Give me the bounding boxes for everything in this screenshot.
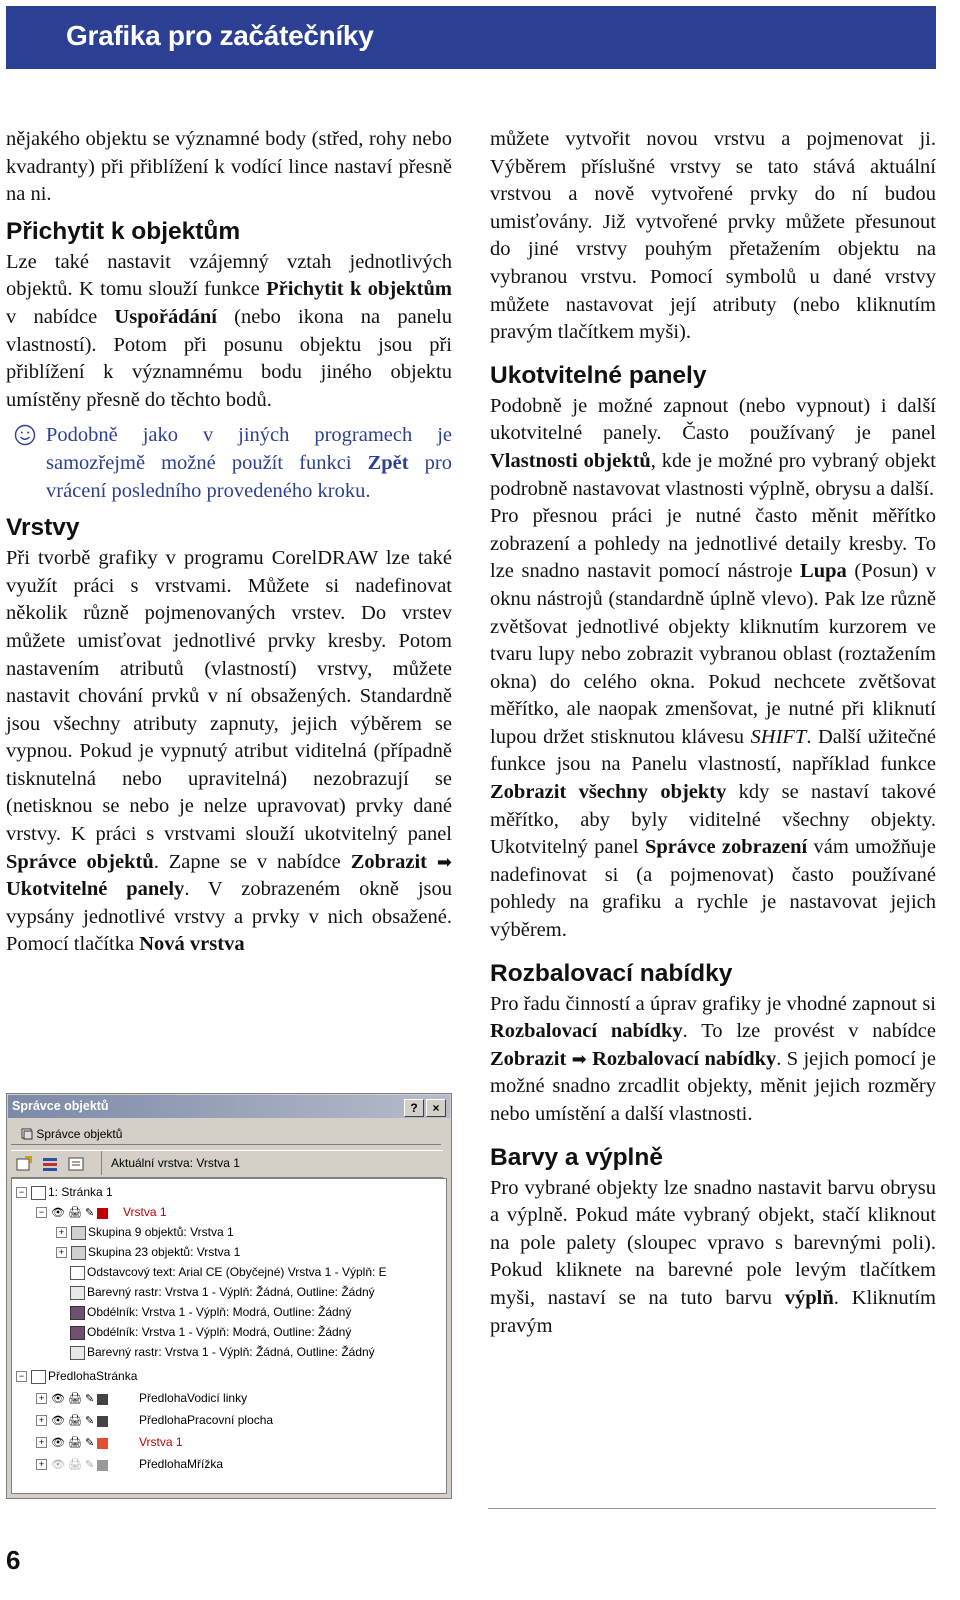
- header-title: Grafika pro začátečníky: [66, 20, 374, 51]
- tree-item[interactable]: Obdélník: Vrstva 1 - Výplň: Modrá, Outline: Žádný: [70, 1303, 351, 1321]
- paragraph: Pro vybrané objekty lze snadno nastavit barvu obrysu a výplně. Pokud máte vybraný objekt, stačí kliknout na pole palety (sloupec vpravo s barevnými poli). Pokud kliknete na barevné pole levým tlačítkem myši, nastaví se na tuto barvu výplň. Kliknutím pravým: [490, 1176, 936, 1337]
- object-tree[interactable]: [11, 1178, 447, 1494]
- tree-master-layer[interactable]: + 👁 🖨 ✎ PředlohaPracovní plocha: [36, 1411, 273, 1429]
- running-header: [6, 6, 936, 69]
- layer-list-icon[interactable]: [41, 1155, 59, 1173]
- tree-item[interactable]: + Skupina 23 objektů: Vrstva 1: [56, 1243, 240, 1261]
- paragraph: Pro řadu činností a úprav grafiky je vhodné zapnout si Rozbalovací nabídky. To lze provést v nabídce Zobrazit ➡ Rozbalovací nabídky. S jejich pomocí je možné snadno zrcadlit objekty, měnit jejich rozměry nebo umístění a další vlastnosti.: [490, 992, 936, 1125]
- current-layer-label: Aktuální vrstva: Vrstva 1: [111, 1156, 240, 1170]
- tree-item[interactable]: Barevný rastr: Vrstva 1 - Výplň: Žádná, Outline: Žádný: [70, 1343, 375, 1361]
- paragraph: můžete vytvořit novou vrstvu a pojmenovat ji. Výběrem příslušné vrstvy se tato stává aktuální vrstvou a nově vytvořené prvky do ní budou umisťovány. Již vytvořené prvky můžete přesunout do jiné vrstvy pouhým přetažením objektu na vybranou vrstvu. Pomocí symbolů u dané vrstvy můžete nastavovat její atributy (nebo kliknutím pravým tlačítkem myši).: [490, 128, 936, 344]
- close-button[interactable]: ×: [426, 1099, 446, 1117]
- page-number: 6: [6, 1545, 21, 1575]
- paragraph: nějakého objektu se významné body (střed, rohy nebo kvadranty) při přiblížení k vodící lince nastaví přesně na ni.: [6, 128, 452, 206]
- tree-master-layer[interactable]: + 👁 🖨 ✎ PředlohaMřížka: [36, 1455, 223, 1473]
- smiley-icon: [14, 424, 36, 446]
- panel-tab-row: [11, 1124, 441, 1145]
- arrow-right-icon: ➡: [436, 851, 452, 873]
- section-heading-layers: Vrstvy: [6, 514, 80, 542]
- panel-title: Správce objektů: [12, 1099, 109, 1113]
- left-column: [6, 126, 452, 959]
- section-heading-rollups: Rozbalovací nabídky: [490, 959, 733, 987]
- panel-titlebar: [8, 1095, 450, 1118]
- tree-master-layer[interactable]: + 👁 🖨 ✎ Vrstva 1: [36, 1433, 183, 1451]
- paragraph: Pro přesnou práci je nutné často měnit měřítko zobrazení a pohledy na jednotlivé detaily kresby. To lze snadno nastavit pomocí nástroje Lupa (Posun) v oknu nástrojů (standardně úplně vlevo). Pak lze různě zvětšovat jednotlivé objekty kliknutím kurzorem ve tvaru lupy nebo zobrazit vybranou oblast (roztažením okna) do celého okna. Pokud nechcete zvětšovat měřítko, ale naopak zmenšovat, je nutné při kliknutí lupou držet stisknutou klávesu SHIFT. Další užitečné funkce jsou na Panelu vlastností, například funkce Zobrazit všechny objekty kdy se nastaví takové měřítko, aby byly viditelné všechny objekty. Ukotvitelný panel Správce zobrazení vám umožňuje nadefinovat si (a pojmenovat) často používané pohledy na grafiku a rychle je nastavovat jejich výběrem.: [490, 505, 936, 942]
- tree-layer-1[interactable]: − 👁 🖨 ✎ Vrstva 1: [36, 1203, 167, 1221]
- tree-master-layer[interactable]: + 👁 🖨 ✎ PředlohaVodicí linky: [36, 1389, 247, 1407]
- right-column: [490, 126, 936, 1340]
- section-heading-snap: Přichytit k objektům: [6, 217, 241, 245]
- arrow-right-icon: ➡: [571, 1048, 587, 1070]
- new-layer-icon[interactable]: [15, 1155, 33, 1173]
- object-manager-screenshot: [6, 1093, 452, 1499]
- tree-master-page[interactable]: − PředlohaStránka: [16, 1367, 137, 1385]
- section-heading-docking: Ukotvitelné panely: [490, 361, 707, 389]
- help-button[interactable]: ?: [404, 1099, 424, 1117]
- tree-item[interactable]: Odstavcový text: Arial CE (Obyčejné) Vrstva 1 - Výplň: E: [70, 1263, 387, 1281]
- layer-icons: 👁 🖨 ✎: [51, 1204, 123, 1222]
- tree-item[interactable]: Barevný rastr: Vrstva 1 - Výplň: Žádná, Outline: Žádný: [70, 1283, 375, 1301]
- paragraph: Lze také nastavit vzájemný vztah jednotlivých objektů. K tomu slouží funkce Přichytit k objektům v nabídce Uspořádání (nebo ikona na panelu vlastností). Potom při posunu objektu jsou při přiblížení k významnému bodu jiného objektu umístěny přesně do těchto bodů.: [6, 250, 452, 411]
- paragraph: Při tvorbě grafiky v programu CorelDRAW lze také využít práci s vrstvami. Můžete si nadefinovat několik různě pojmenovaných vrstev. Do vrstev můžete umisťovat jednotlivé prvky kresby. Potom nastavením atributů (vlastností) vrstvy, můžete nastavit chování prvků v ní obsažených. Standardně jsou všechny atributy zapnuty, jejich výběrem se vypnou. Pokud je vypnutý atribut viditelná (případně tisknutelná nebo upravitelná) nezobrazují se (netisknou se nebo je nelze upravovat) prvky dané vrstvy. K práci s vrstvami slouží ukotvitelný panel Správce objektů. Zapne se v nabídce Zobrazit ➡ Ukotvitelné panely. V zobrazeném okně jsou vypsány jednotlivé vrstvy a prvky v nich obsažené. Pomocí tlačítka Nová vrstva: [6, 547, 452, 956]
- tree-item[interactable]: + Skupina 9 objektů: Vrstva 1: [56, 1223, 234, 1241]
- layers-icon: [21, 1128, 33, 1140]
- section-heading-colors: Barvy a výplně: [490, 1143, 663, 1171]
- tree-page-1[interactable]: − 1: Stránka 1: [16, 1183, 113, 1201]
- layer-manager-icon[interactable]: [67, 1155, 85, 1173]
- paragraph: Podobně je možné zapnout (nebo vypnout) i další ukotvitelné panely. Často používaný je panel Vlastnosti objektů, kde je možné pro vybraný objekt podrobně nastavovat vlastnosti výplně, obrysu a další.: [490, 394, 936, 500]
- tip-note: Podobně jako v jiných programech je samozřejmě možné použít funkci Zpět pro vrácení posledního provedeného kroku.: [6, 422, 452, 505]
- tree-item[interactable]: Obdélník: Vrstva 1 - Výplň: Modrá, Outline: Žádný: [70, 1323, 351, 1341]
- panel-toolbar: [11, 1150, 443, 1178]
- tab-object-manager[interactable]: Správce objektů: [15, 1124, 128, 1144]
- footer-rule: [488, 1508, 936, 1509]
